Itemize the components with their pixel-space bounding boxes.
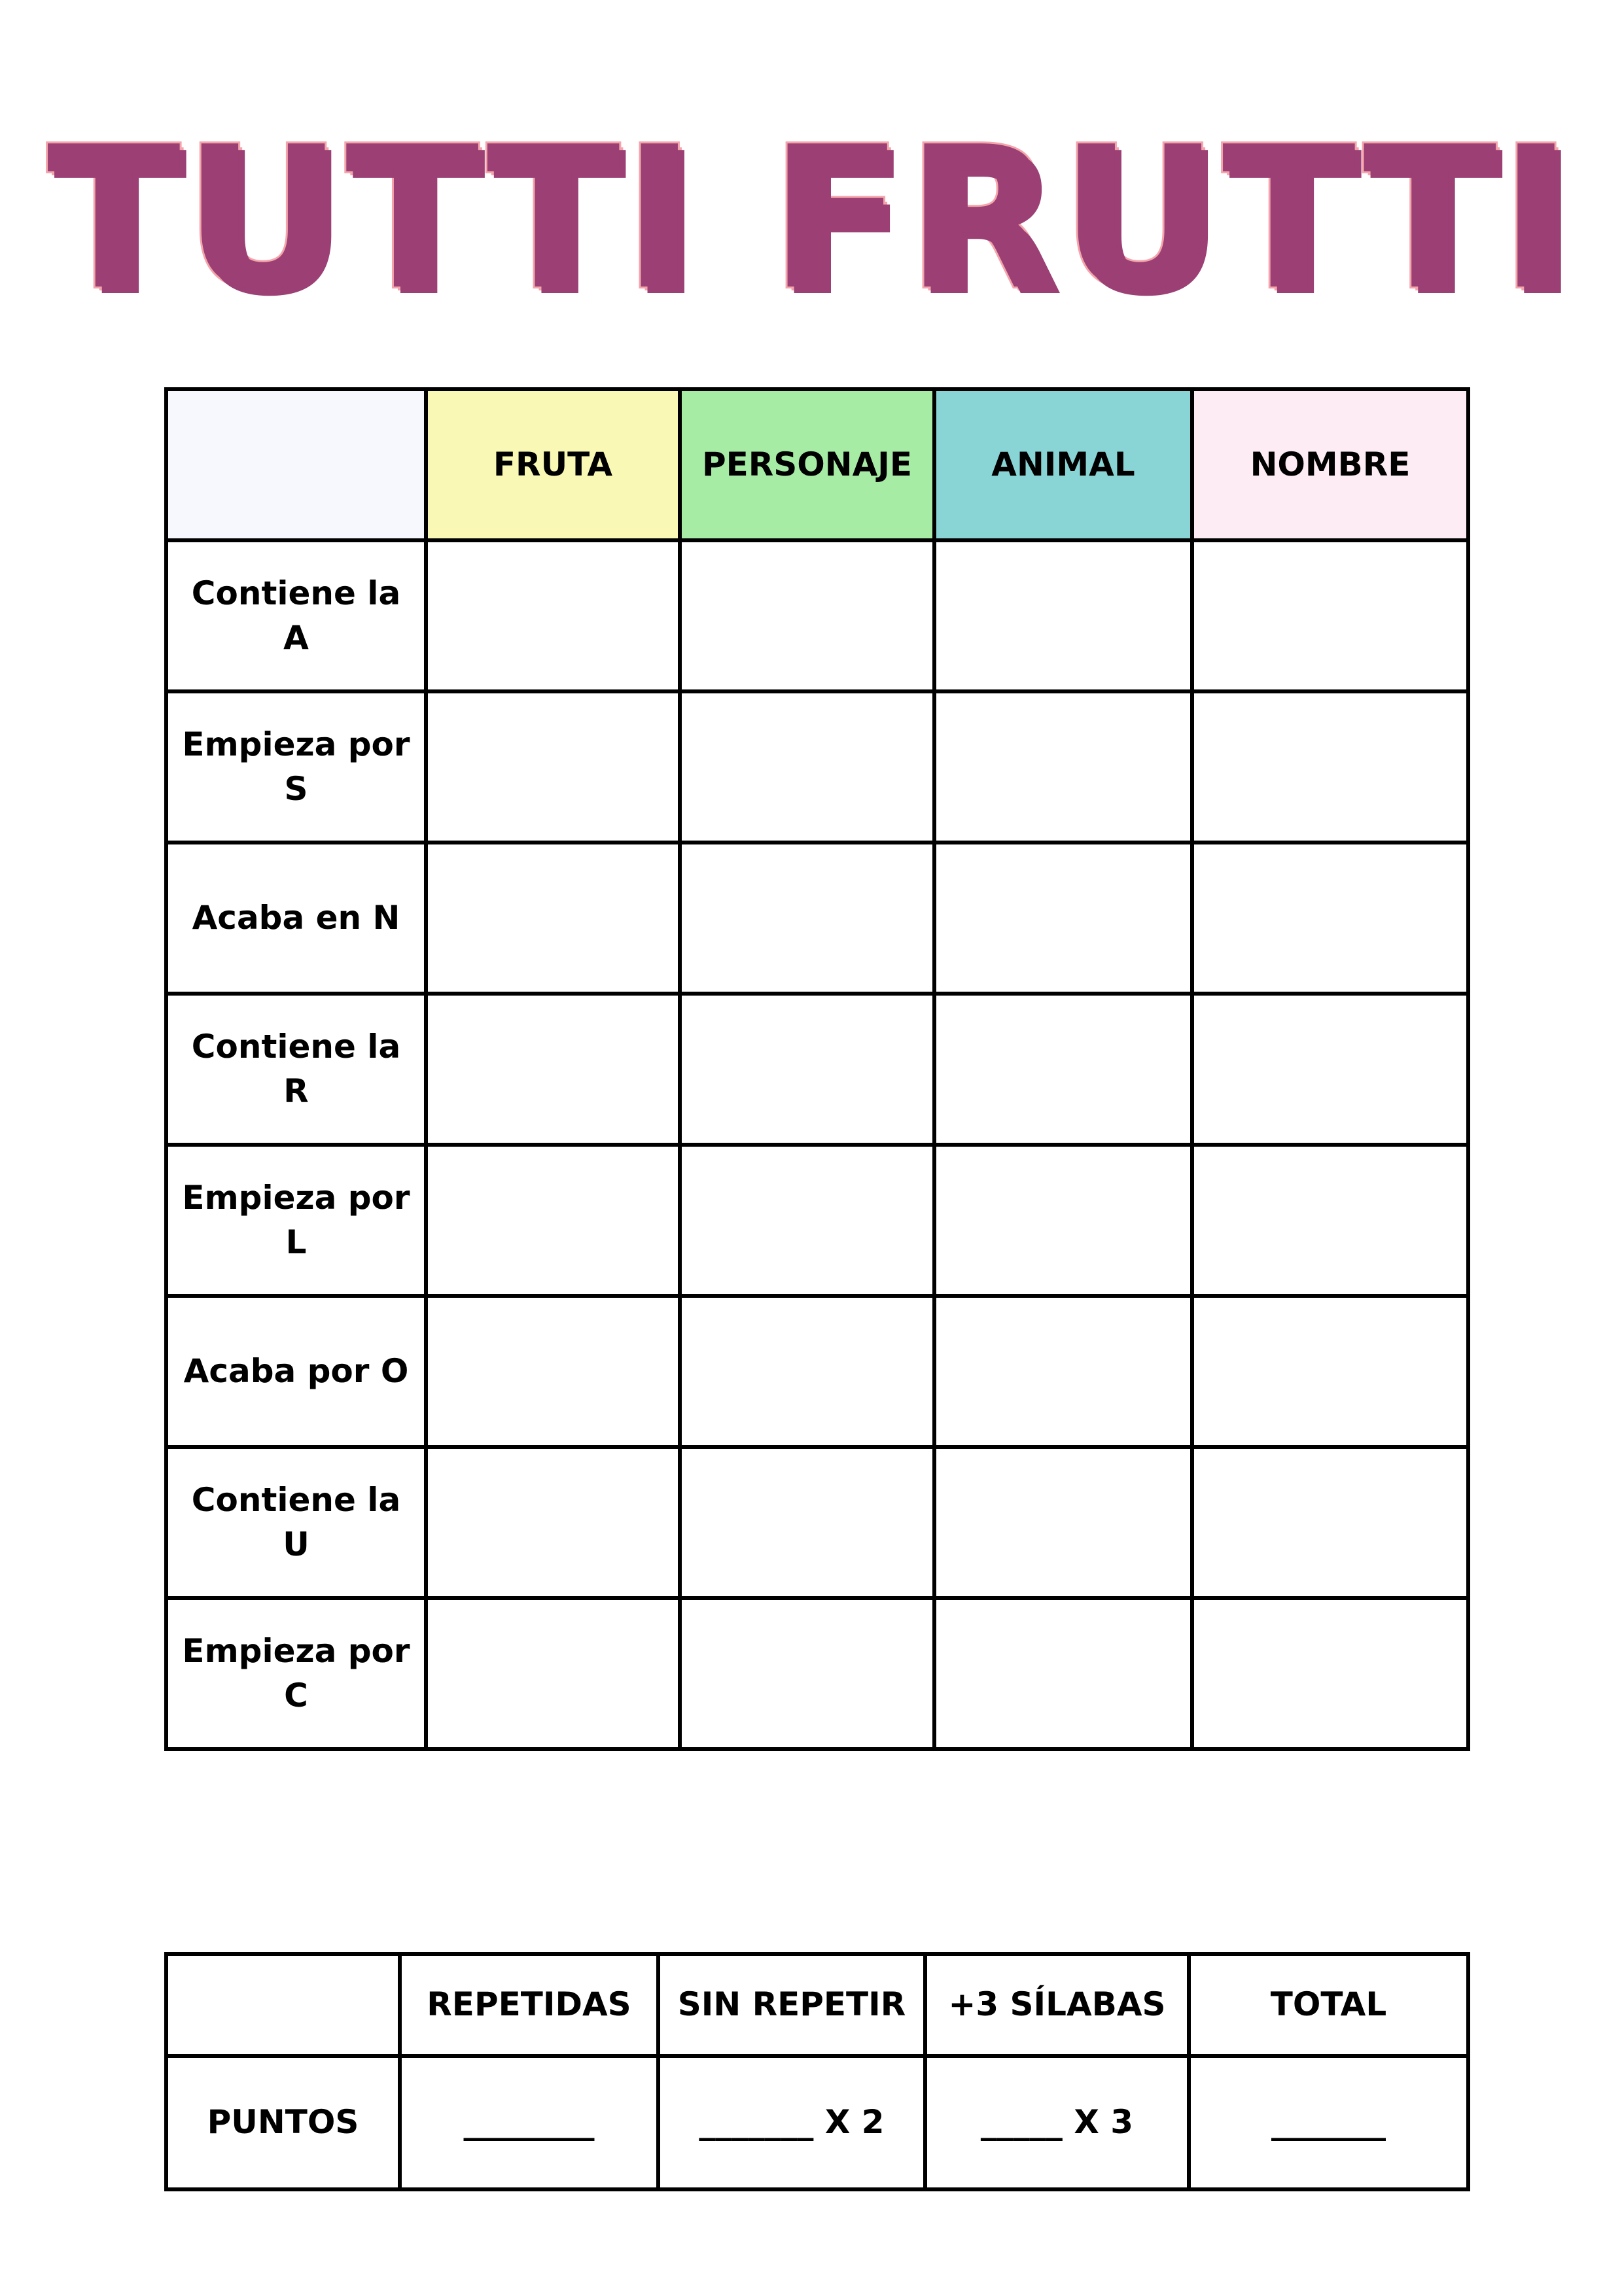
answer-cell-animal[interactable] bbox=[934, 540, 1192, 691]
score-blank-silabas[interactable]: _____ X 3 bbox=[925, 2056, 1189, 2189]
table-row bbox=[166, 1447, 1468, 1598]
header-fruta: FRUTA bbox=[426, 389, 680, 540]
score-blank-total[interactable]: _______ bbox=[1189, 2056, 1468, 2189]
header-animal: ANIMAL bbox=[934, 389, 1192, 540]
corner-cell bbox=[166, 389, 426, 540]
row-label: Acaba por O bbox=[166, 1296, 426, 1447]
score-header-repetidas: REPETIDAS bbox=[400, 1954, 658, 2056]
row-label: Empieza por L bbox=[166, 1145, 426, 1296]
row-label: Contiene la R bbox=[166, 994, 426, 1145]
answer-cell-nombre[interactable] bbox=[1192, 1296, 1468, 1447]
score-row bbox=[166, 2056, 1468, 2189]
header-personaje: PERSONAJE bbox=[680, 389, 934, 540]
answer-cell-nombre[interactable] bbox=[1192, 691, 1468, 843]
table-row bbox=[166, 843, 1468, 994]
score-table bbox=[164, 1952, 1470, 2191]
answer-cell-animal[interactable] bbox=[934, 1145, 1192, 1296]
answer-cell-nombre[interactable] bbox=[1192, 540, 1468, 691]
row-label: Empieza por C bbox=[166, 1598, 426, 1749]
answer-cell-animal[interactable] bbox=[934, 843, 1192, 994]
score-header-row bbox=[166, 1954, 1468, 2056]
answer-cell-animal[interactable] bbox=[934, 994, 1192, 1145]
score-header-sin-repetir: SIN REPETIR bbox=[658, 1954, 925, 2056]
table-row bbox=[166, 1296, 1468, 1447]
row-label: Contiene la U bbox=[166, 1447, 426, 1598]
answer-cell-nombre[interactable] bbox=[1192, 843, 1468, 994]
answer-cell-personaje[interactable] bbox=[680, 1598, 934, 1749]
answer-cell-animal[interactable] bbox=[934, 1598, 1192, 1749]
answer-cell-fruta[interactable] bbox=[426, 1447, 680, 1598]
row-label: Acaba en N bbox=[166, 843, 426, 994]
answer-cell-fruta[interactable] bbox=[426, 691, 680, 843]
tutti-frutti-table bbox=[164, 387, 1470, 1751]
answer-cell-animal[interactable] bbox=[934, 1296, 1192, 1447]
category-header-row bbox=[166, 389, 1468, 540]
answer-cell-personaje[interactable] bbox=[680, 540, 934, 691]
answer-cell-personaje[interactable] bbox=[680, 994, 934, 1145]
answer-cell-nombre[interactable] bbox=[1192, 1447, 1468, 1598]
answer-cell-nombre[interactable] bbox=[1192, 1145, 1468, 1296]
table-row bbox=[166, 691, 1468, 843]
row-label: Contiene la A bbox=[166, 540, 426, 691]
score-header-total: TOTAL bbox=[1189, 1954, 1468, 2056]
header-nombre: NOMBRE bbox=[1192, 389, 1468, 540]
score-corner-cell bbox=[166, 1954, 400, 2056]
answer-cell-personaje[interactable] bbox=[680, 843, 934, 994]
answer-cell-personaje[interactable] bbox=[680, 1447, 934, 1598]
table-row bbox=[166, 1598, 1468, 1749]
score-header-silabas: +3 SÍLABAS bbox=[925, 1954, 1189, 2056]
table-row bbox=[166, 540, 1468, 691]
answer-cell-animal[interactable] bbox=[934, 691, 1192, 843]
answer-cell-personaje[interactable] bbox=[680, 691, 934, 843]
answer-cell-personaje[interactable] bbox=[680, 1296, 934, 1447]
answer-cell-animal[interactable] bbox=[934, 1447, 1192, 1598]
score-blank-repetidas[interactable]: ________ bbox=[400, 2056, 658, 2189]
table-row bbox=[166, 1145, 1468, 1296]
answer-cell-personaje[interactable] bbox=[680, 1145, 934, 1296]
answer-cell-fruta[interactable] bbox=[426, 1145, 680, 1296]
answer-cell-fruta[interactable] bbox=[426, 994, 680, 1145]
answer-cell-fruta[interactable] bbox=[426, 1598, 680, 1749]
answer-cell-fruta[interactable] bbox=[426, 843, 680, 994]
row-label: Empieza por S bbox=[166, 691, 426, 843]
answer-cell-nombre[interactable] bbox=[1192, 1598, 1468, 1749]
page-title: TUTTI FRUTTI bbox=[46, 105, 1576, 333]
table-row bbox=[166, 994, 1468, 1145]
score-blank-sin-repetir[interactable]: _______ X 2 bbox=[658, 2056, 925, 2189]
score-row-label: PUNTOS bbox=[166, 2056, 400, 2189]
answer-cell-fruta[interactable] bbox=[426, 540, 680, 691]
answer-cell-nombre[interactable] bbox=[1192, 994, 1468, 1145]
answer-cell-fruta[interactable] bbox=[426, 1296, 680, 1447]
